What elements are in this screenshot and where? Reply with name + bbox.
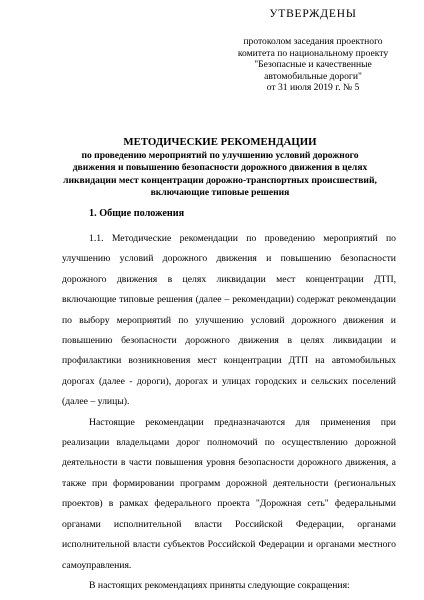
paragraph: 1.1. Методические рекомендации по проведению мероприятий по улучшению условий дорожного движения и повышению безопасности дорожного движения в целях ликвидации мест концентрации ДТП, включающие типовые решения (далее – рекомендации) содержат рекомендации по выбору мероприятий по улучшению условий дорожного движения и повышению безопасности дорожного движения в целях ликвидации и профилактики возникновения мест концентрации ДТП на автомобильных дорогах (далее - дороги), дорогах и улицах городских и сельских поселений (далее – улицы). [62, 233, 396, 408]
document-subtitle-line: ликвидации мест концентрации дорожно-транспортных происшествий, [63, 174, 377, 186]
approval-title: УТВЕРЖДЕНЫ [269, 8, 357, 20]
approval-stamp [218, 8, 408, 94]
section-heading: 1. Общие положения [89, 208, 185, 219]
approval-line: "Безопасные и качественные [254, 59, 372, 71]
document-title: МЕТОДИЧЕСКИЕ РЕКОМЕНДАЦИИ [123, 136, 317, 148]
approval-date-line: от 31 июля 2019 г. № 5 [266, 82, 360, 94]
paragraph: В настоящих рекомендациях приняты следующие сокращения: [89, 579, 350, 591]
paragraph: Настоящие рекомендации предназначаются для применения при реализации владельцами дорог полномочий по осуществлению дорожной деятельности в части повышения уровня безопасности дорожного движения, а также при формировании программ дорожной деятельности (региональных проектов) в рамках федерального проекта "Дорожная сеть" федеральными органами исполнительной власти Российской Федерации, органами исполнительной власти субъектов Российской Федерации и органами местного самоуправления. [62, 416, 396, 571]
document-subtitle-line: включающие типовые решения [150, 187, 290, 199]
document-subtitle-line: по проведению мероприятий по улучшению условий дорожного [81, 150, 359, 161]
document-subtitle-line: движения и повышению безопасности дорожного движения в целях [72, 162, 368, 174]
document-title-block [50, 136, 390, 200]
document-body [62, 208, 396, 596]
approval-line: комитета по национальному проекту [237, 47, 389, 59]
approval-line: протоколом заседания проектного [243, 36, 383, 47]
approval-line: автомобильные дороги" [264, 70, 362, 82]
